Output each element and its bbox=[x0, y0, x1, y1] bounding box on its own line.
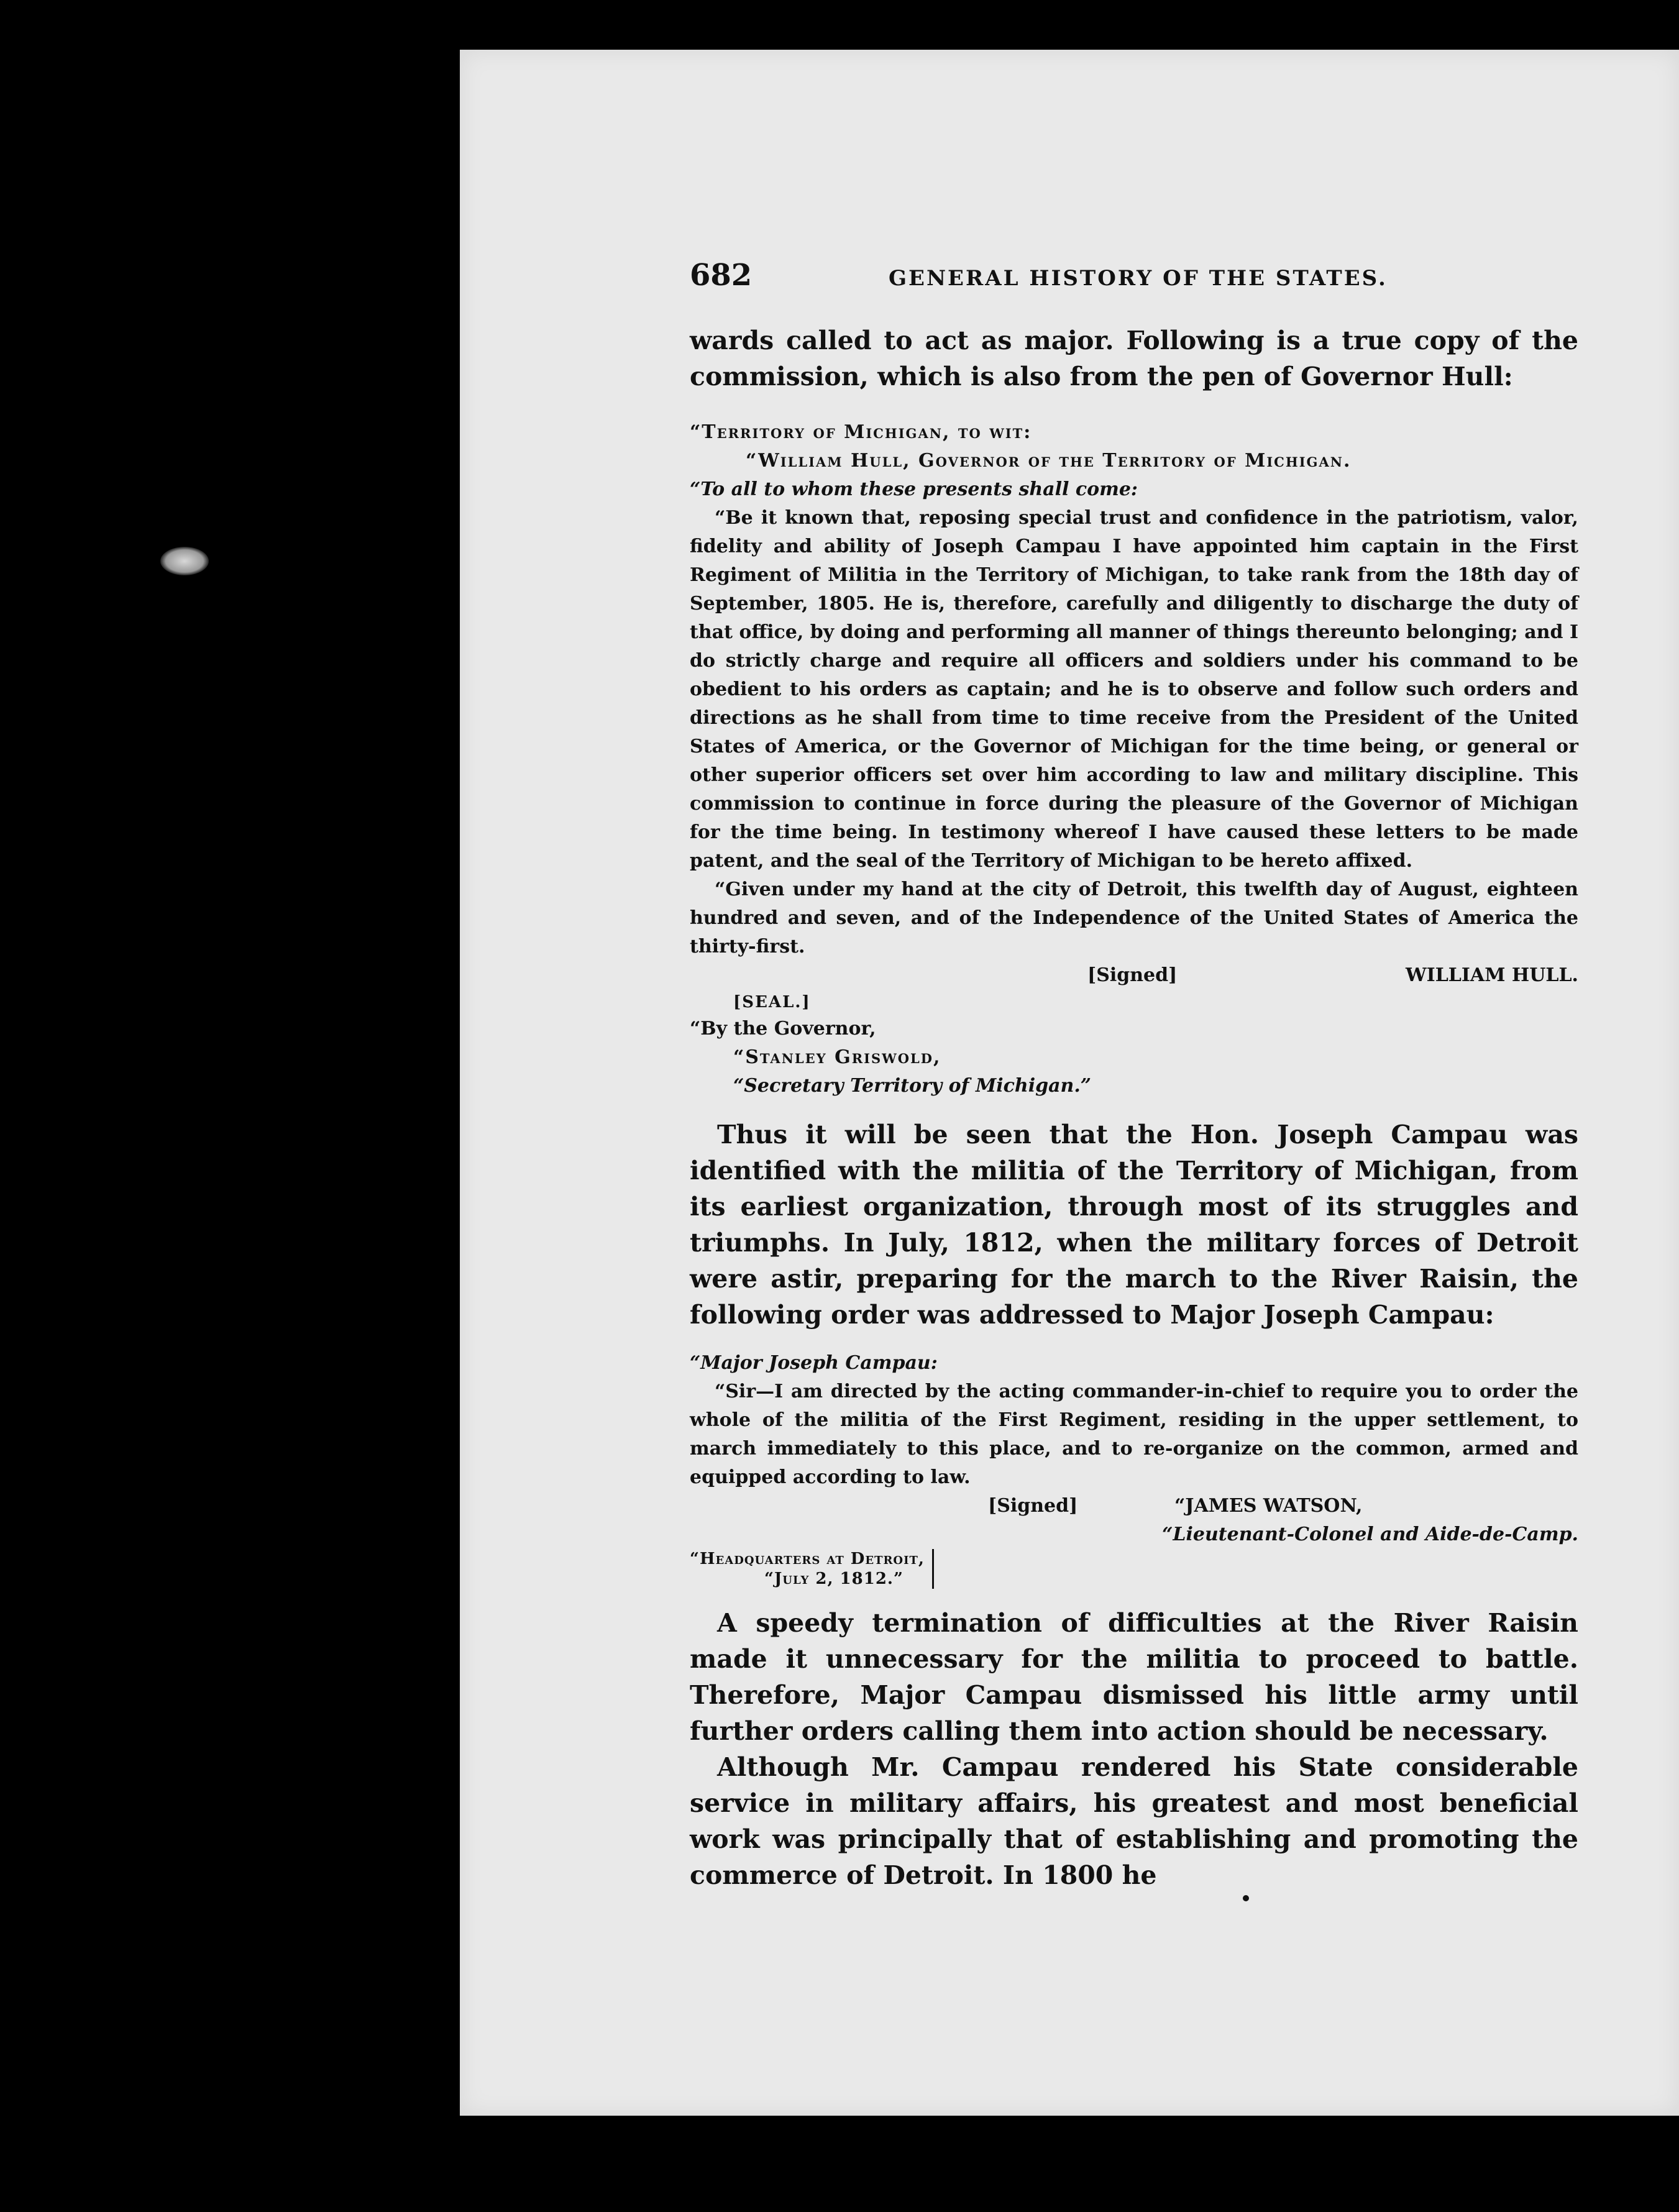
intro-paragraph: wards called to act as major. Following is a true copy of the commission, which is also from the pen of Governor Hull: bbox=[690, 326, 1578, 391]
order-quote bbox=[690, 1349, 1578, 1589]
commission-signed-label: [Signed] bbox=[1087, 964, 1178, 986]
scan-smudge bbox=[160, 547, 209, 575]
book-page bbox=[460, 50, 1679, 2116]
commission-secretary-name: “Stanley Griswold, bbox=[733, 1046, 941, 1068]
commission-governor-line: “William Hull, Governor of the Territory of Michigan. bbox=[746, 450, 1352, 472]
order-headquarters bbox=[690, 1549, 934, 1589]
commission-body: “Be it known that, reposing special trust and confidence in the patriotism, valor, fidelity and ability of Joseph Campau I have appointed him captain in the First Regiment of Militia in the Territory of Michigan, to take rank from the 18th day of September, 1805. He is, therefore, carefully and diligently to discharge the duty of that office, by doing and performing all manner of things thereunto belonging; and I do strictly charge and require all officers and soldiers under his command to be obedient to his orders as captain; and he is to observe and follow such orders and directions as he shall from time to time receive from the President of the United States of America, or the Governor of Michigan for the time being, or general or other superior officers set over him according to law and military discipline. This commission to continue in force during the pleasure of the Governor of Michigan for the time being. In testimony whereof I have caused these letters to be made patent, and the seal of the Territory of Michigan to be hereto affixed. bbox=[690, 507, 1578, 872]
order-body: “Sir—I am directed by the acting commander-in-chief to require you to order the whole of the militia of the First Regiment, residing in the upper settlement, to march immediately to this place, and to re-organize on the common, armed and equipped according to law. bbox=[690, 1381, 1578, 1488]
running-head: GENERAL HISTORY OF THE STATES. bbox=[889, 266, 1388, 291]
order-hq-line1: “Headquarters at Detroit, bbox=[690, 1550, 925, 1568]
order-salutation: “Major Joseph Campau: bbox=[690, 1352, 938, 1374]
paragraph-3: Although Mr. Campau rendered his State considerable service in military affairs, his greatest and most beneficial work was principally that of establishing and promoting the commerce of Detroit. In 1800 he bbox=[690, 1752, 1578, 1890]
order-signer-title: “Lieutenant-Colonel and Aide-de-Camp. bbox=[1162, 1524, 1578, 1545]
paragraph-1: Thus it will be seen that the Hon. Joseph Campau was identified with the militia of the Territory of Michigan, from its earliest organization, through most of its struggles and triumphs. In July, 1812, when the military forces of Detroit were astir, preparing for the march to the River Raisin, the following order was addressed to Major Joseph Campau: bbox=[690, 1120, 1578, 1330]
commission-secretary-title: “Secretary Territory of Michigan.” bbox=[733, 1075, 1092, 1097]
commission-territory-line: “Territory of Michigan, to wit: bbox=[690, 421, 1032, 443]
page-header bbox=[690, 258, 1578, 293]
page-content bbox=[690, 258, 1578, 1893]
paragraph-2: A speedy termination of difficulties at the River Raisin made it unnecessary for the militia to proceed to battle. Therefore, Major Campau dismissed his little army until further orders calling them into action should be necessary. bbox=[690, 1608, 1578, 1746]
order-signed-label: [Signed] bbox=[988, 1495, 1078, 1517]
commission-quote bbox=[690, 418, 1578, 1100]
commission-seal: [SEAL.] bbox=[733, 993, 811, 1012]
commission-by-governor: “By the Governor, bbox=[690, 1018, 876, 1040]
page-number: 682 bbox=[690, 258, 753, 293]
order-hq-line2: “July 2, 1812.” bbox=[764, 1570, 904, 1588]
commission-address-line: “To all to whom these presents shall come: bbox=[690, 478, 1138, 500]
commission-given: “Given under my hand at the city of Detroit, this twelfth day of August, eighteen hundred and seven, and of the Independence of the United States of America the thirty-first. bbox=[690, 879, 1578, 957]
order-signature-row bbox=[690, 1492, 1578, 1520]
commission-signature-row bbox=[690, 961, 1578, 990]
commission-signer: WILLIAM HULL. bbox=[1405, 964, 1578, 986]
order-signer: “JAMES WATSON, bbox=[1174, 1495, 1363, 1517]
ink-speck bbox=[1243, 1895, 1249, 1901]
